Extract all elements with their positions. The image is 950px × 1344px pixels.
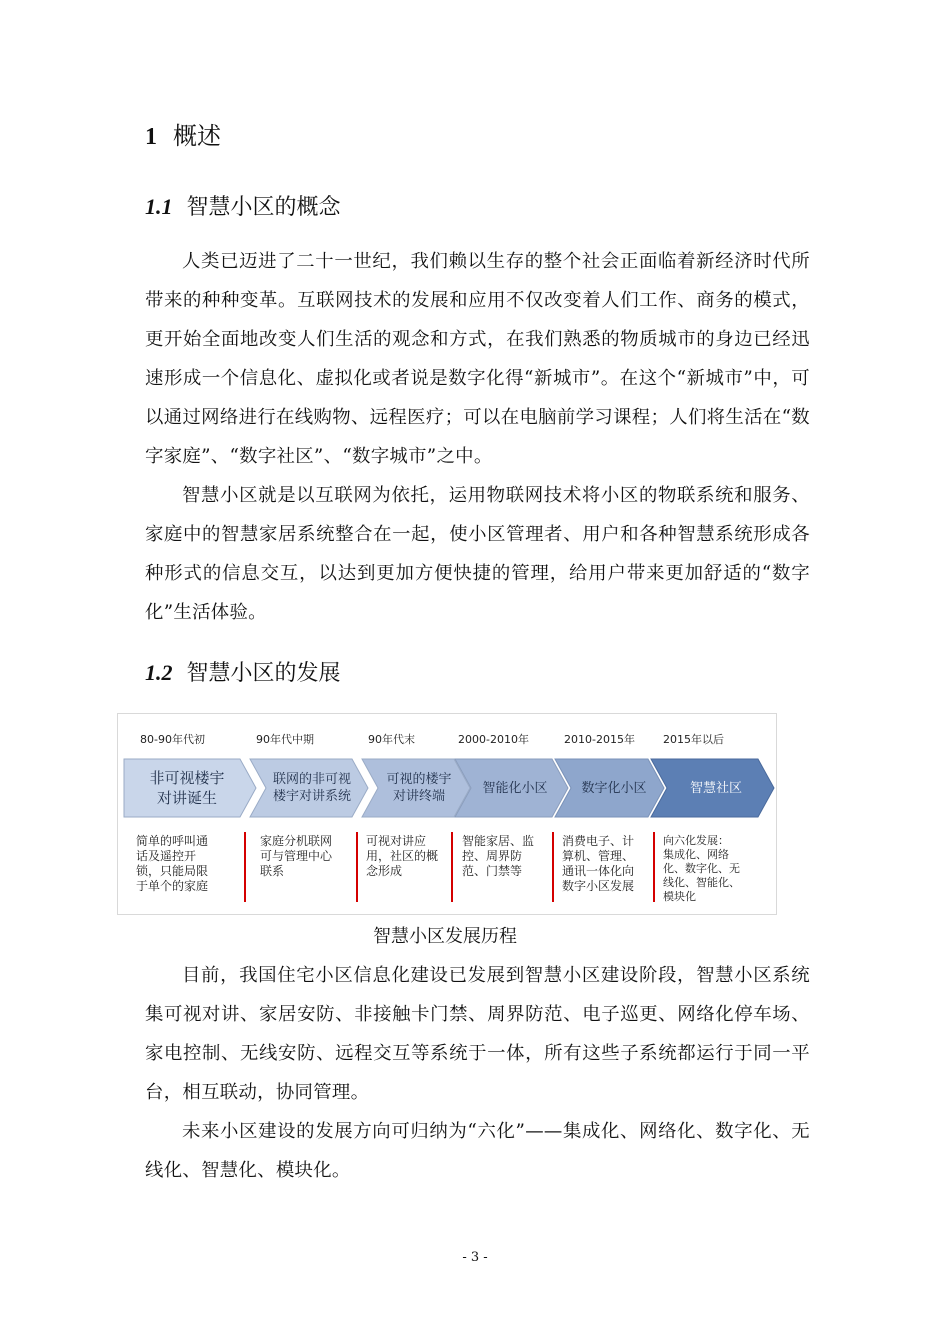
stage-title: 可视的楼宇 对讲终端 xyxy=(386,772,452,804)
section-number: 1.2 xyxy=(145,660,173,685)
stage-title: 智慧社区 xyxy=(689,780,742,796)
stage-divider xyxy=(244,832,246,902)
development-timeline-figure xyxy=(117,713,777,915)
section-title: 智慧小区的概念 xyxy=(186,195,341,220)
chapter-number: 1 xyxy=(145,124,157,150)
stage-description: 简单的呼叫通 话及遥控开 锁，只能局限 于单个的家庭 xyxy=(136,834,209,893)
stage-title: 数字化小区 xyxy=(581,780,647,796)
section-title: 智慧小区的发展 xyxy=(186,661,341,686)
period-label: 2010-2015年 xyxy=(564,733,635,746)
section-heading-1-2 xyxy=(145,656,341,687)
period-label: 2000-2010年 xyxy=(458,733,529,746)
stage-divider xyxy=(552,832,554,902)
stage-description: 可视对讲应 用，社区的概 念形成 xyxy=(366,834,439,878)
period-label: 90年代中期 xyxy=(256,733,314,746)
section-number: 1.1 xyxy=(145,194,173,219)
figure-caption: 智慧小区发展历程 xyxy=(373,926,517,947)
stage-divider xyxy=(356,832,358,902)
stage-description: 智能家居、监 控、周界防 范、门禁等 xyxy=(462,834,535,878)
stage-description: 消费电子、计 算机、管理、 通讯一体化向 数字小区发展 xyxy=(562,834,635,893)
paragraph: 人类已迈进了二十一世纪，我们赖以生存的整个社会正面临着新经济时代所带来的种种变革。互联网技术的发展和应用不仅改变着人们工作、商务的模式，更开始全面地改变人们生活的观念和方式，在我们熟悉的物质城市的身边已经迅速形成一个信息化、虚拟化或者说是数字化得“新城市”。在这个“新城市”中，可以通过网络进行在线购物、远程医疗；可以在电脑前学习课程；人们将生活在“数字家庭”、“数字社区”、“数字城市”之中。 xyxy=(145,251,810,467)
chapter-title: 概述 xyxy=(173,122,221,150)
period-label: 80-90年代初 xyxy=(140,733,205,746)
stage-divider xyxy=(653,832,655,902)
period-label: 2015年以后 xyxy=(663,733,724,746)
chapter-heading xyxy=(145,116,221,151)
section-heading-1-1 xyxy=(145,190,341,221)
stage-description: 向六化发展： 集成化、网络 化、数字化、无 线化、智能化、 模块化 xyxy=(663,834,740,903)
stage-description: 家庭分机联网 可与管理中心 联系 xyxy=(260,834,333,878)
page-number: - 3 - xyxy=(462,1250,488,1265)
period-label: 90年代末 xyxy=(368,733,415,746)
paragraph: 目前，我国住宅小区信息化建设已发展到智慧小区建设阶段，智慧小区系统集可视对讲、家居安防、非接触卡门禁、周界防范、电子巡更、网络化停车场、家电控制、无线安防、远程交互等系统于一体，所有这些子系统都运行于同一平台，相互联动，协同管理。 xyxy=(145,965,810,1103)
stage-divider xyxy=(451,832,453,902)
paragraph: 未来小区建设的发展方向可归纳为“六化”——集成化、网络化、数字化、无线化、智慧化、模块化。 xyxy=(145,1121,810,1181)
stage-title: 非可视楼宇 对讲诞生 xyxy=(149,769,225,807)
stage-title: 智能化小区 xyxy=(482,780,548,796)
stage-title: 联网的非可视 楼宇对讲系统 xyxy=(272,772,351,804)
paragraph: 智慧小区就是以互联网为依托，运用物联网技术将小区的物联系统和服务、家庭中的智慧家居系统整合在一起，使小区管理者、用户和各种智慧系统形成各种形式的信息交互，以达到更加方便快捷的管理，给用户带来更加舒适的“数字化”生活体验。 xyxy=(145,485,810,623)
